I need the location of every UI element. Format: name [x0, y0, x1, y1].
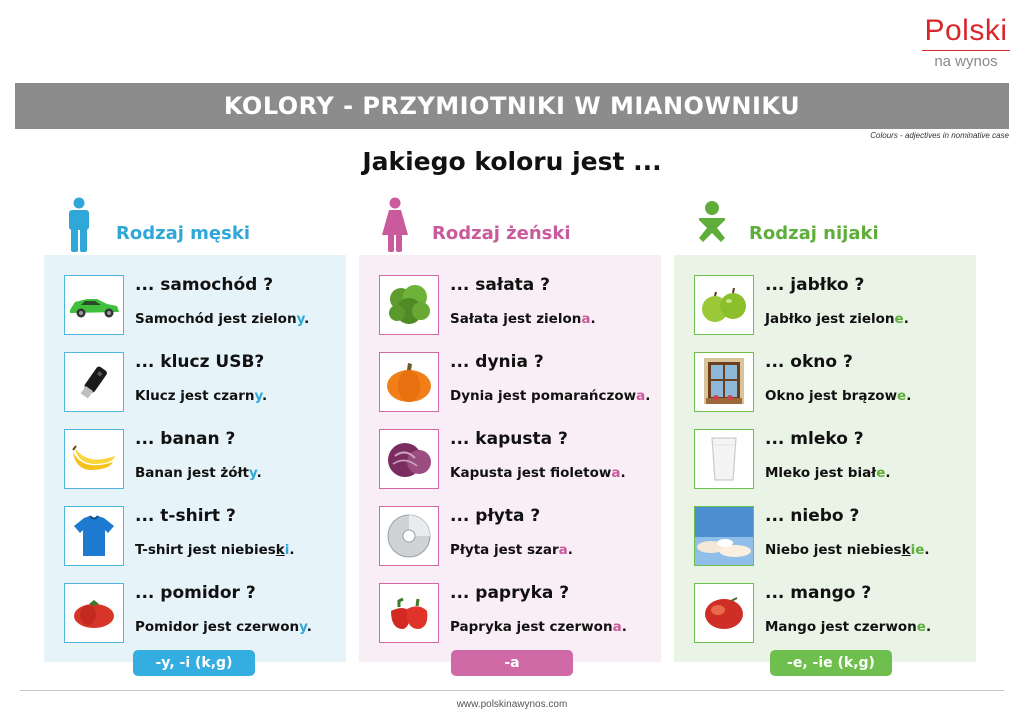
answer-period: .: [567, 542, 573, 558]
answer-stem: Okno jest brązow: [765, 388, 898, 404]
answer-period: .: [885, 465, 891, 481]
item-answer: [135, 311, 309, 327]
item-thumbnail: [694, 352, 754, 412]
item-thumbnail: [694, 275, 754, 335]
column-header-feminine: [378, 196, 571, 254]
answer-ending: a: [558, 542, 568, 558]
answer-period: .: [262, 388, 268, 404]
answer-period: .: [906, 388, 912, 404]
list-item: [694, 506, 974, 568]
list-item: [379, 506, 659, 568]
panel-feminine: [359, 255, 661, 662]
ending-badge-masculine: -y, -i (k,g): [133, 650, 255, 676]
column-header-masculine: [62, 196, 250, 254]
item-question: ... dynia ?: [450, 352, 544, 372]
answer-stem: Jabłko jest zielon: [765, 311, 895, 327]
answer-period: .: [620, 465, 626, 481]
green-apples-icon: [699, 284, 749, 326]
answer-ending: i: [284, 542, 290, 558]
item-answer: [765, 465, 891, 481]
mango-icon: [701, 593, 747, 633]
list-item: [379, 429, 659, 491]
answer-ending: e: [916, 619, 926, 635]
cd-disc-icon: [386, 513, 432, 559]
answer-ending: e: [897, 388, 907, 404]
answer-underlined-letter: k: [901, 542, 911, 558]
answer-stem: Klucz jest czarn: [135, 388, 255, 404]
panel-masculine: [44, 255, 346, 662]
list-item: [694, 275, 974, 337]
list-item: [694, 429, 974, 491]
answer-stem: T-shirt jest niebies: [135, 542, 276, 558]
list-item: [64, 429, 344, 491]
item-question: ... jabłko ?: [765, 275, 865, 295]
answer-period: .: [924, 542, 930, 558]
answer-period: .: [903, 311, 909, 327]
answer-stem: Płyta jest szar: [450, 542, 559, 558]
item-answer: [450, 619, 627, 635]
list-item: [64, 506, 344, 568]
item-question: ... pomidor ?: [135, 583, 256, 603]
answer-ending: y: [254, 388, 263, 404]
item-answer: [135, 619, 312, 635]
item-question: ... sałata ?: [450, 275, 551, 295]
list-item: [379, 275, 659, 337]
item-thumbnail: [64, 275, 124, 335]
footer-url: www.polskinawynos.com: [456, 699, 568, 710]
item-thumbnail: [379, 583, 439, 643]
answer-ending: y: [296, 311, 305, 327]
item-question: ... mleko ?: [765, 429, 864, 449]
item-question: ... płyta ?: [450, 506, 541, 526]
item-thumbnail: [694, 429, 754, 489]
page-title: KOLORY - PRZYMIOTNIKI W MIANOWNIKU: [223, 92, 801, 120]
answer-stem: Banan jest żółt: [135, 465, 249, 481]
baby-icon: [695, 197, 729, 253]
list-item: [64, 275, 344, 337]
answer-stem: Papryka jest czerwon: [450, 619, 613, 635]
item-thumbnail: [694, 506, 754, 566]
item-question: ... okno ?: [765, 352, 853, 372]
answer-period: .: [289, 542, 295, 558]
milk-glass-icon: [707, 435, 741, 483]
item-thumbnail: [64, 352, 124, 412]
answer-period: .: [256, 465, 262, 481]
item-question: ... t-shirt ?: [135, 506, 236, 526]
panel-neuter: [674, 255, 976, 662]
list-item: [64, 352, 344, 414]
title-banner: [15, 83, 1009, 129]
answer-period: .: [645, 388, 651, 404]
item-question: ... papryka ?: [450, 583, 570, 603]
sky-icon: [695, 507, 753, 565]
answer-period: .: [925, 619, 932, 635]
column-label-neuter: Rodzaj nijaki: [749, 222, 879, 244]
item-answer: [765, 542, 930, 558]
red-cabbage-icon: [385, 438, 433, 480]
brand-logo: [920, 16, 1012, 71]
answer-stem: Mango jest czerwon: [765, 619, 917, 635]
item-thumbnail: [379, 275, 439, 335]
answer-stem: Dynia jest pomarańczow: [450, 388, 637, 404]
usb-key-icon: [74, 362, 114, 402]
ending-badge-neuter: -e, -ie (k,g): [770, 650, 892, 676]
answer-ending: a: [581, 311, 591, 327]
list-item: [64, 583, 344, 645]
item-answer: [135, 388, 267, 404]
answer-stem: Samochód jest zielon: [135, 311, 297, 327]
item-answer: [765, 388, 911, 404]
list-item: [694, 583, 974, 645]
banana-icon: [69, 442, 119, 476]
page-subtitle: Colours - adjectives in nominative case: [870, 131, 1009, 140]
answer-stem: Sałata jest zielon: [450, 311, 582, 327]
list-item: [694, 352, 974, 414]
item-question: ... mango ?: [765, 583, 872, 603]
item-question: ... banan ?: [135, 429, 236, 449]
answer-ending: y: [299, 619, 307, 635]
answer-period: .: [306, 619, 312, 635]
answer-period: .: [304, 311, 310, 327]
item-answer: [765, 619, 931, 635]
logo-wordmark: Polski: [924, 14, 1008, 47]
item-thumbnail: [694, 583, 754, 643]
green-car-icon: [67, 290, 121, 320]
ending-badge-feminine: -a: [451, 650, 573, 676]
answer-ending: y: [249, 465, 257, 481]
item-question: ... samochód ?: [135, 275, 274, 295]
logo-tagline: na wynos: [934, 53, 998, 70]
list-item: [379, 352, 659, 414]
answer-period: .: [590, 311, 596, 327]
item-thumbnail: [379, 429, 439, 489]
answer-ending: e: [876, 465, 886, 481]
item-thumbnail: [379, 506, 439, 566]
answer-stem: Mleko jest biał: [765, 465, 877, 481]
item-question: ... kapusta ?: [450, 429, 568, 449]
answer-stem: Niebo jest niebies: [765, 542, 902, 558]
pumpkin-icon: [385, 360, 433, 404]
female-person-icon: [378, 197, 412, 253]
item-answer: [135, 542, 295, 558]
item-answer: [450, 388, 650, 404]
column-label-masculine: Rodzaj męski: [116, 222, 250, 244]
item-thumbnail: [64, 583, 124, 643]
item-thumbnail: [379, 352, 439, 412]
answer-ending: a: [611, 465, 621, 481]
item-answer: [450, 542, 573, 558]
footer-divider: [20, 690, 1004, 691]
list-item: [379, 583, 659, 645]
window-icon: [702, 356, 746, 408]
item-question: ... klucz USB?: [135, 352, 265, 372]
male-person-icon: [62, 197, 96, 253]
column-header-neuter: [695, 196, 879, 254]
column-label-feminine: Rodzaj żeński: [432, 222, 571, 244]
item-question: ... niebo ?: [765, 506, 860, 526]
answer-ending: e: [894, 311, 904, 327]
red-pepper-icon: [385, 593, 433, 633]
item-answer: [450, 311, 596, 327]
tshirt-icon: [70, 512, 118, 560]
lettuce-icon: [385, 283, 433, 327]
answer-ending: a: [612, 619, 622, 635]
answer-stem: Kapusta jest fioletow: [450, 465, 612, 481]
item-answer: [765, 311, 909, 327]
answer-ending: a: [636, 388, 646, 404]
answer-stem: Pomidor jest czerwon: [135, 619, 300, 635]
item-thumbnail: [64, 506, 124, 566]
answer-ending: ie: [910, 542, 925, 558]
main-question: Jakiego koloru jest ...: [362, 147, 662, 176]
item-thumbnail: [64, 429, 124, 489]
logo-divider: [922, 50, 1010, 51]
answer-underlined-letter: k: [275, 542, 285, 558]
item-answer: [135, 465, 262, 481]
answer-period: .: [621, 619, 627, 635]
item-answer: [450, 465, 626, 481]
tomato-icon: [71, 596, 117, 630]
